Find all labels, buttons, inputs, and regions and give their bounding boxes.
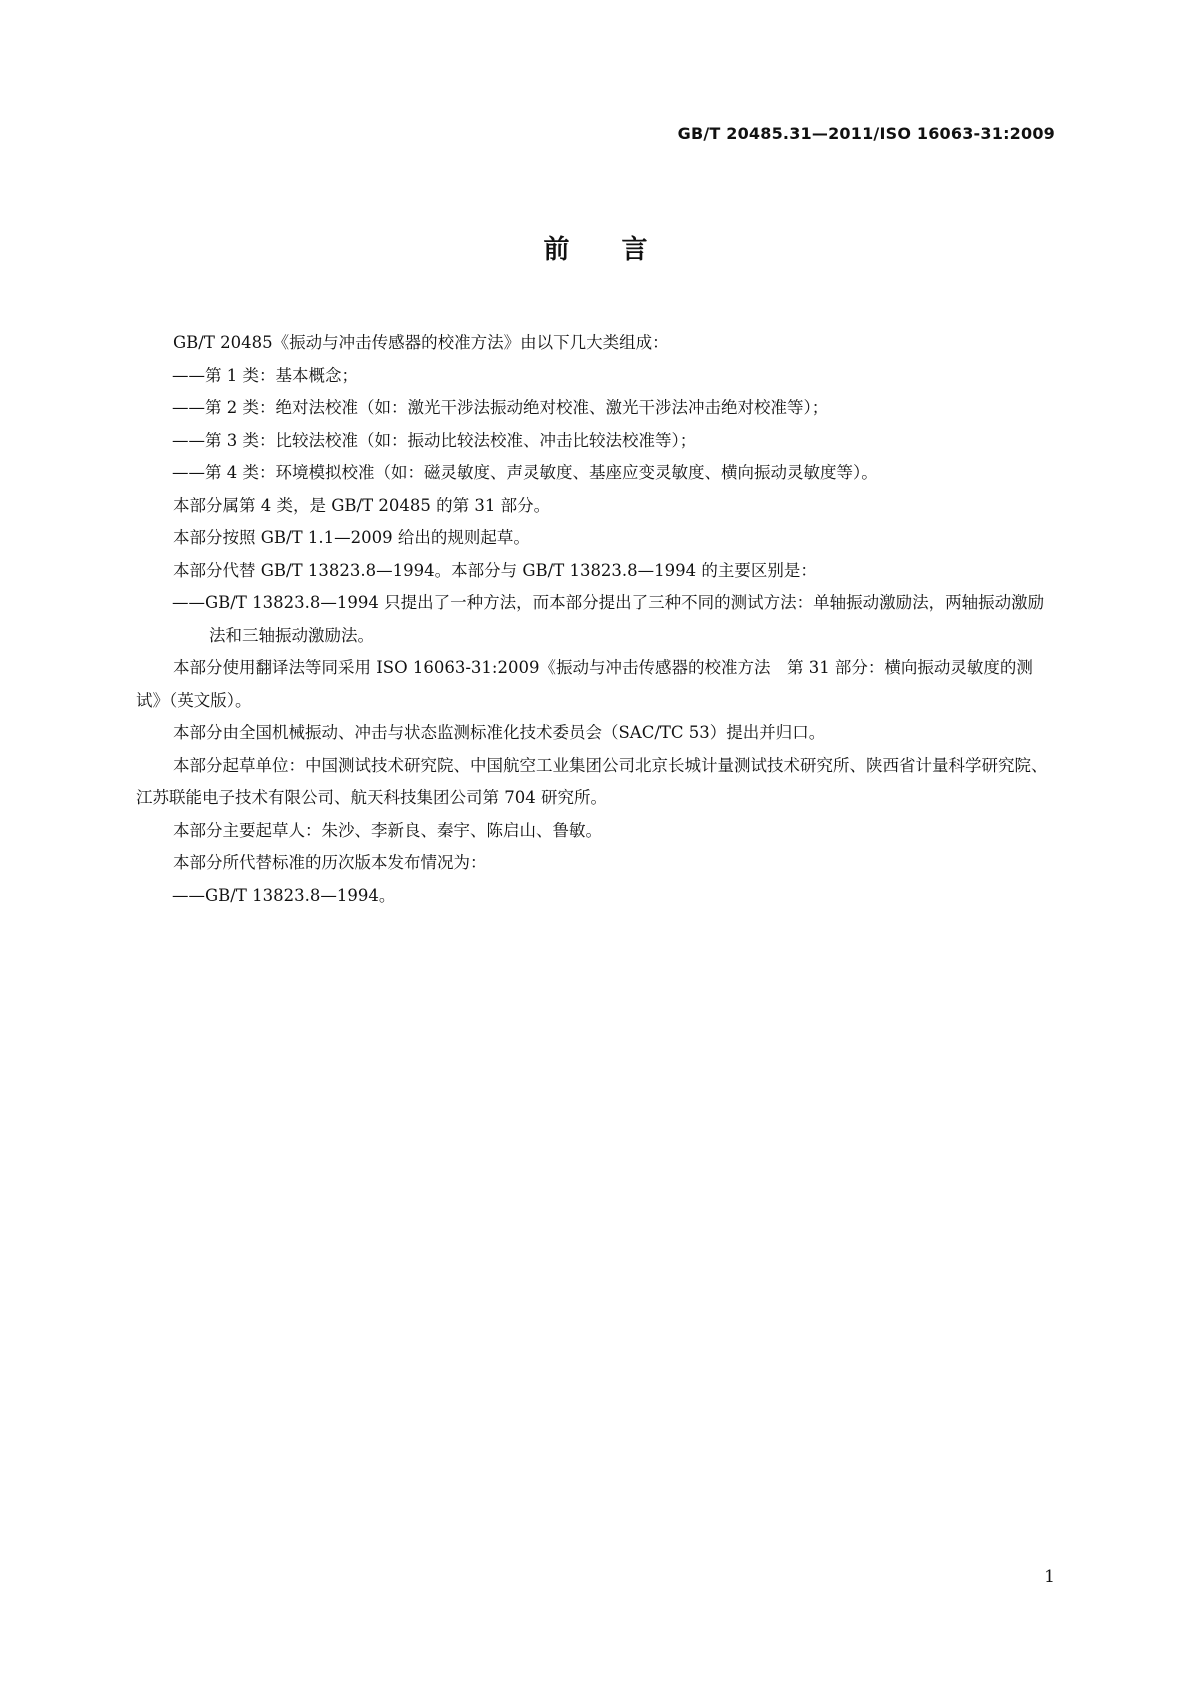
foreword-body xyxy=(136,327,1056,912)
paragraph-drafting-rules: 本部分按照 GB/T 1.1—2009 给出的规则起草。 xyxy=(173,528,530,547)
list-item-previous-version: ——GB/T 13823.8—1994。 xyxy=(172,885,396,905)
paragraph-version-history: 本部分所代替标准的历次版本发布情况为： xyxy=(173,853,487,872)
paragraph-adoption: 本部分使用翻译法等同采用 ISO 16063-31:2009《振动与冲击传感器的校准方法 第 31 部分：横向振动灵敏度的测试》（英文版）。 xyxy=(136,658,1033,710)
paragraph-part-classification: 本部分属第 4 类，是 GB/T 20485 的第 31 部分。 xyxy=(173,495,551,515)
paragraph-proposer: 本部分由全国机械振动、冲击与状态监测标准化技术委员会（SAC/TC 53）提出并归口。 xyxy=(173,723,826,742)
list-item-main-difference: ——GB/T 13823.8—1994 只提出了一种方法，而本部分提出了三种不同的测试方法：单轴振动激励法，两轴振动激励法和三轴振动激励法。 xyxy=(172,593,1045,645)
paragraph-drafters: 本部分主要起草人：朱沙、李新良、秦宇、陈启山、鲁敏。 xyxy=(173,820,602,840)
standard-number-header: GB/T 20485.31—2011/ISO 16063-31:2009 xyxy=(677,124,1055,143)
paragraph-replaces: 本部分代替 GB/T 13823.8—1994。本部分与 GB/T 13823.8—1994 的主要区别是： xyxy=(173,560,817,580)
list-item-category-4: ——第 4 类：环境模拟校准（如：磁灵敏度、声灵敏度、基座应变灵敏度、横向振动灵敏度等）。 xyxy=(172,463,878,482)
paragraph-drafting-units: 本部分起草单位：中国测试技术研究院、中国航空工业集团公司北京长城计量测试技术研究所、陕西省计量科学研究院、江苏联能电子技术有限公司、航天科技集团公司第 704 研究所。 xyxy=(136,755,1048,807)
list-item-category-1: ——第 1 类：基本概念； xyxy=(172,365,358,385)
page-title: 前言 xyxy=(543,235,700,265)
page-number: 1 xyxy=(1044,1567,1055,1587)
list-item-category-2: ——第 2 类：绝对法校准（如：激光干涉法振动绝对校准、激光干涉法冲击绝对校准等）； xyxy=(172,398,829,417)
list-item-category-3: ——第 3 类：比较法校准（如：振动比较法校准、冲击比较法校准等）； xyxy=(172,430,697,450)
paragraph-series-intro: GB/T 20485《振动与冲击传感器的校准方法》由以下几大类组成： xyxy=(173,333,669,352)
